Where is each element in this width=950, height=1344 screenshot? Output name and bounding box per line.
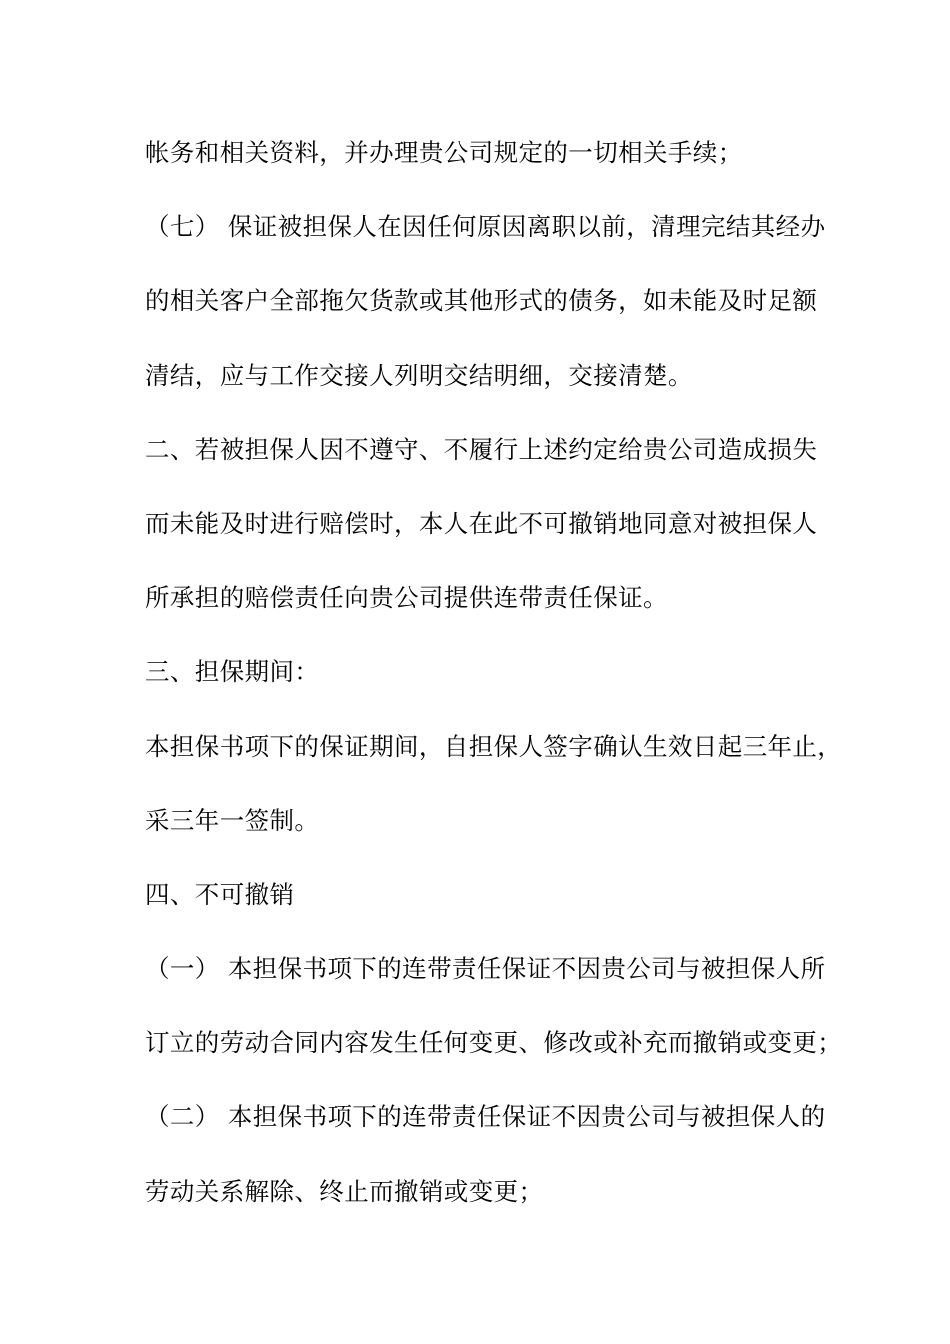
text-line: 劳动关系解除、终止而撤销或变更； [145, 1176, 544, 1206]
text-line: 帐务和相关资料，并办理贵公司规定的一切相关手续； [145, 138, 743, 167]
text-line: 所承担的赔偿责任向贵公司提供连带责任保证。 [145, 583, 668, 613]
text-line: 本担保书项下的保证期间，自担保人签字确认生效日起三年止， [145, 731, 843, 761]
text-line: （一） 本担保书项下的连带责任保证不因贵公司与被担保人所 [145, 954, 826, 984]
text-line: （七） 保证被担保人在因任何原因离职以前，清理完结其经办 [145, 212, 826, 242]
text-line: 而未能及时进行赔偿时，本人在此不可撤销地同意对被担保人 [145, 508, 818, 538]
text-line: 订立的劳动合同内容发生任何变更、修改或补充而撤销或变更； [145, 1028, 843, 1058]
text-line: 的相关客户全部拖欠货款或其他形式的债务，如未能及时足额 [145, 286, 818, 316]
section-heading: 四、不可撤销 [145, 879, 295, 909]
text-line: 清结，应与工作交接人列明交结明细，交接清楚。 [145, 360, 693, 390]
text-line: （二） 本担保书项下的连带责任保证不因贵公司与被担保人的 [145, 1102, 826, 1132]
document-body [145, 131, 843, 1244]
text-line: 采三年一签制。 [145, 805, 320, 835]
text-line: 二、若被担保人因不遵守、不履行上述约定给贵公司造成损失 [145, 434, 818, 464]
section-heading: 三、担保期间： [145, 657, 320, 687]
